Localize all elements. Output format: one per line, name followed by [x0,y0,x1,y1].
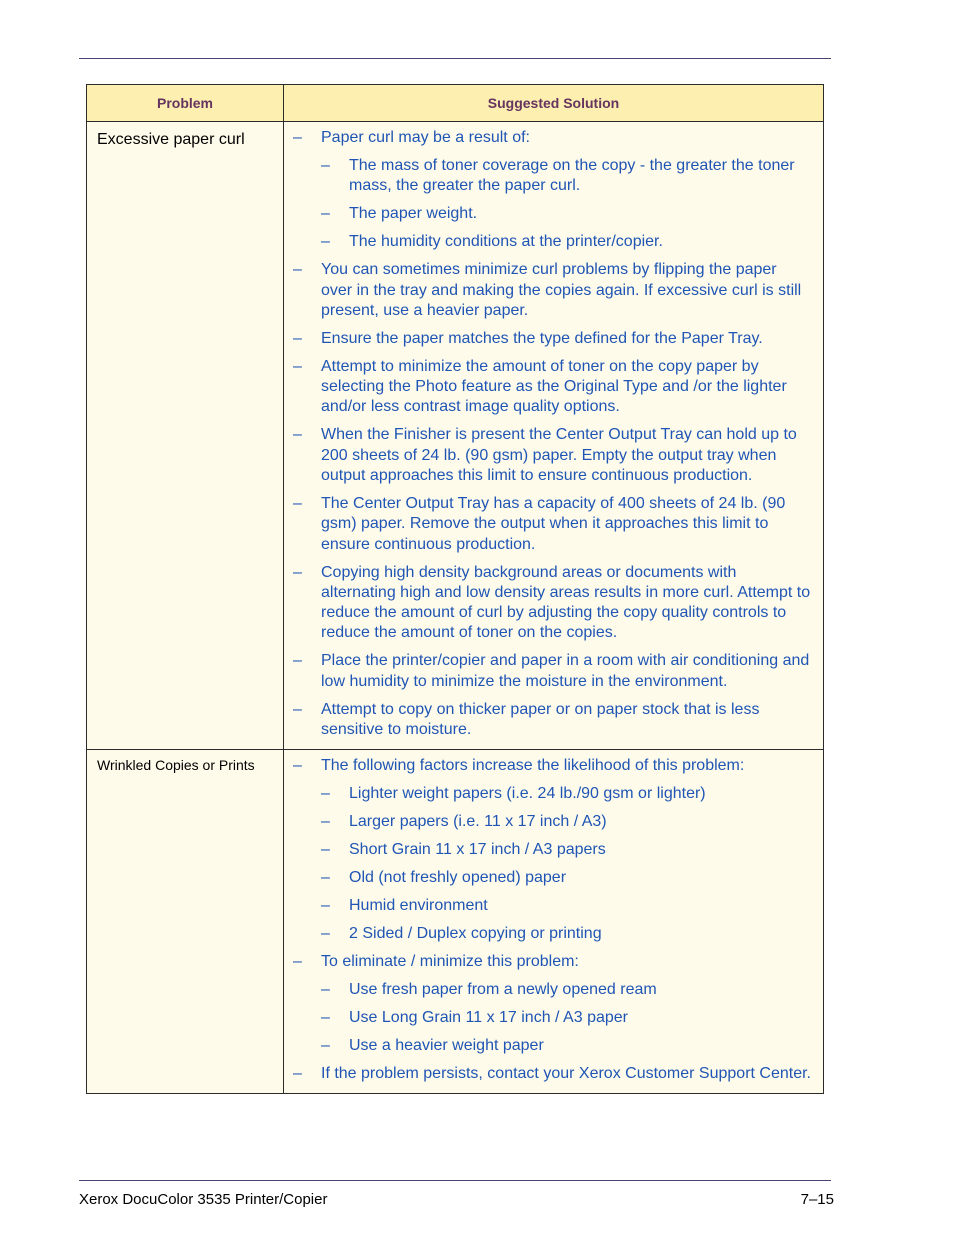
bullet-item [293,494,812,555]
dash-bullet-icon: – [321,869,330,887]
footer-page-number: 7–15 [800,1191,834,1208]
sub-bullet-item [293,812,812,832]
bullet-text: The paper weight. [349,205,478,223]
bullet-text: If the problem persists, contact your Xerox Customer Support Center. [321,1065,811,1083]
column-header-solution: Suggested Solution [284,85,824,122]
sub-bullet-item [293,924,812,944]
column-header-problem: Problem [87,85,284,122]
dash-bullet-icon: – [293,563,302,581]
dash-bullet-icon: – [293,426,302,444]
sub-bullet-item [293,156,812,197]
bullet-item [293,260,812,321]
dash-bullet-icon: – [321,1009,330,1027]
bullet-item [293,952,812,972]
problem-cell [87,122,284,750]
dash-bullet-icon: – [293,129,302,146]
dash-bullet-icon: – [321,205,330,223]
troubleshooting-table [86,84,824,1094]
dash-bullet-icon: – [293,953,302,971]
bullet-item [293,425,812,486]
bullet-text: Attempt to minimize the amount of toner on the copy paper by selecting the Photo feature as the Original Type and /or the lighter and/or less contrast image quality options. [321,357,787,416]
header-rule [79,58,831,59]
bullet-text: Ensure the paper matches the type defined for the Paper Tray. [321,329,763,347]
problem-text: Excessive paper curl [97,131,245,148]
dash-bullet-icon: – [321,156,330,174]
sub-bullet-item [293,204,812,224]
bullet-item [293,756,812,776]
table-row [87,750,824,1094]
bullet-item [293,357,812,418]
bullet-text: Use fresh paper from a newly opened ream [349,981,657,999]
sub-bullet-item [293,784,812,804]
bullet-item [293,1064,812,1084]
bullet-text: Larger papers (i.e. 11 x 17 inch / A3) [349,813,607,831]
dash-bullet-icon: – [293,494,302,512]
sub-bullet-item [293,840,812,860]
table-row [87,122,824,750]
sub-bullet-item [293,896,812,916]
bullet-text: The humidity conditions at the printer/copier. [349,233,663,251]
bullet-text: When the Finisher is present the Center Output Tray can hold up to 200 sheets of 24 lb. (90 gsm) paper. Empty the output tray when output approaches this limit to ensure continuous production. [321,426,797,484]
sub-bullet-item [293,1036,812,1056]
bullet-text: Humid environment [349,897,488,915]
bullet-text: Attempt to copy on thicker paper or on paper stock that is less sensitive to moisture. [321,700,760,738]
bullet-text: Short Grain 11 x 17 inch / A3 papers [349,841,606,859]
dash-bullet-icon: – [321,841,330,859]
dash-bullet-icon: – [293,329,302,347]
solution-cell [284,750,824,1094]
dash-bullet-icon: – [293,652,302,670]
bullet-text: Use Long Grain 11 x 17 inch / A3 paper [349,1009,628,1027]
bullet-text: You can sometimes minimize curl problems by flipping the paper over in the tray and making the copies again. If excessive curl is still present, use a heavier paper. [321,261,802,319]
sub-bullet-item [293,980,812,1000]
dash-bullet-icon: – [321,785,330,803]
bullet-text: Paper curl may be a result of: [321,129,530,146]
dash-bullet-icon: – [293,261,302,279]
bullet-item [293,128,812,148]
dash-bullet-icon: – [321,981,330,999]
bullet-text: Copying high density background areas or documents with alternating high and low density areas results in more curl. Attempt to reduce the amount of curl by adjusting the copy quality controls to reduce the amount of toner on the copies. [321,563,811,642]
dash-bullet-icon: – [321,1037,330,1055]
dash-bullet-icon: – [293,357,302,375]
dash-bullet-icon: – [321,233,330,251]
bullet-item [293,651,812,692]
bullet-text: Lighter weight papers (i.e. 24 lb./90 gsm or lighter) [349,785,706,803]
sub-bullet-item [293,868,812,888]
bullet-item [293,700,812,741]
bullet-text: To eliminate / minimize this problem: [321,953,579,971]
bullet-text: The Center Output Tray has a capacity of 400 sheets of 24 lb. (90 gsm) paper. Remove the output when it approaches this limit to ensure continuous production. [321,494,786,553]
footer-rule [79,1180,831,1181]
bullet-text: Use a heavier weight paper [349,1037,544,1055]
table-header-row [87,85,824,122]
dash-bullet-icon: – [293,1065,302,1083]
dash-bullet-icon: – [321,813,330,831]
problem-cell [87,750,284,1094]
dash-bullet-icon: – [321,925,330,943]
solution-cell [284,122,824,750]
problem-text: Wrinkled Copies or Prints [97,757,255,774]
sub-bullet-item [293,232,812,252]
dash-bullet-icon: – [293,757,302,775]
solution-list [285,123,822,748]
dash-bullet-icon: – [293,700,302,718]
dash-bullet-icon: – [321,897,330,915]
sub-bullet-item [293,1008,812,1028]
bullet-text: 2 Sided / Duplex copying or printing [349,925,602,943]
bullet-item [293,329,812,349]
bullet-text: Old (not freshly opened) paper [349,869,567,887]
bullet-text: Place the printer/copier and paper in a room with air conditioning and low humidity to minimize the moisture in the environment. [321,652,810,690]
bullet-text: The mass of toner coverage on the copy - the greater the toner mass, the greater the paper curl. [349,156,795,195]
bullet-text: The following factors increase the likelihood of this problem: [321,757,745,775]
solution-list [285,751,822,1092]
footer-product-name: Xerox DocuColor 3535 Printer/Copier [79,1191,328,1208]
bullet-item [293,563,812,644]
